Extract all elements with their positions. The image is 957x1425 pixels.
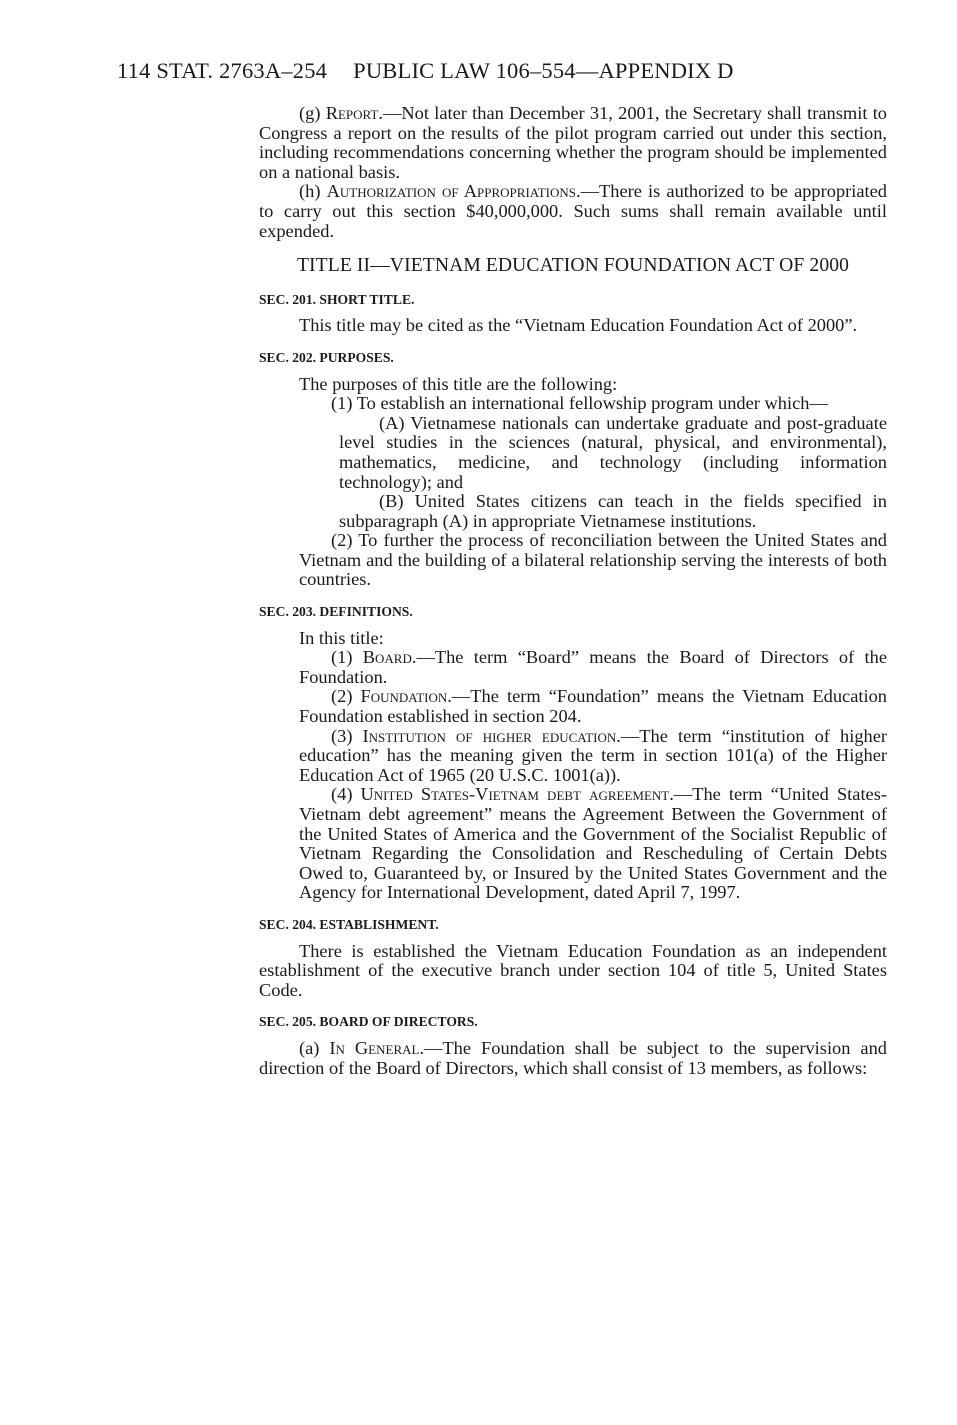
subsection-g-heading: Report — [325, 103, 379, 123]
section-201-text: This title may be cited as the “Vietnam Education Foundation Act of 2000”. — [299, 315, 858, 336]
subsection-g: (g) Report.—Not later than December 31, 2001, the Secretary shall transmit to Congress a report on the results of the pilot program carried out under this section, including recommendations concerning whether the program should be implemented on a national basis. — [259, 103, 887, 182]
subsection-205a: (a) In General.—The Foundation shall be subject to the supervision and direction of the Board of Directors, which shall consist of 13 members, as follows: — [259, 1037, 887, 1078]
subparagraph-b: (B) United States citizens can teach in the fields specified in subparagraph (A) in appropriate Vietnamese institutions. — [339, 491, 887, 531]
page-header — [117, 58, 734, 84]
definition-1: (1) Board.—The term “Board” means the Board of Directors of the Foundation. — [299, 647, 887, 687]
law-citation: PUBLIC LAW 106–554—APPENDIX D — [353, 58, 734, 83]
page-body — [259, 104, 887, 1078]
subsection-h: (h) Authorization of Appropriations.—There is authorized to be appropriated to carry out this section $40,000,000. Such sums shall remain available until expended. — [259, 181, 888, 241]
section-204-heading: SEC. 204. ESTABLISHMENT. — [259, 916, 439, 932]
subsection-h-text: There is authorized to be appropriated to carry out this section $40,000,000. Such sums shall remain available until expended. — [259, 181, 888, 241]
section-203-intro: In this title: — [299, 627, 384, 648]
definition-2: (2) Foundation.—The term “Foundation” means the Vietnam Education Foundation established in section 204. — [299, 686, 887, 727]
definition-4: (4) United States-Vietnam debt agreement.—The term “United States-Vietnam debt agreement” means the Agreement Between the Government of the United States of America and the Government of the Socialist Republic of Vietnam Regarding the Consolidation and Rescheduling of Certain Debts Owed to, Guaranteed by, or Insured by the United States Government and the Agency for International Development, dated April 7, 1997. — [299, 784, 887, 903]
statute-citation: 114 STAT. 2763A–254 — [117, 58, 328, 83]
definition-3: (3) Institution of higher education.—The term “institution of higher education” has the meaning given the term in section 101(a) of the Higher Education Act of 1965 (20 U.S.C. 1001(a)). — [299, 725, 887, 785]
section-204-text: There is established the Vietnam Education Foundation as an independent establishment of the executive branch under section 104 of title 5, United States Code. — [259, 940, 887, 1000]
paragraph-1: (1) To establish an international fellowship program under which— — [331, 393, 828, 414]
section-202-heading: SEC. 202. PURPOSES. — [259, 349, 394, 365]
paragraph-2: (2) To further the process of reconciliation between the United States and Vietnam and the building of a bilateral relationship serving the interests of both countries. — [299, 530, 887, 590]
subparagraph-a: (A) Vietnamese nationals can undertake graduate and post-graduate level studies in the sciences (natural, physical, and environmental), mathematics, medicine, and technology (including information technology); and — [339, 412, 887, 492]
section-202-intro: The purposes of this title are the following: — [299, 373, 618, 394]
title-heading: TITLE II—VIETNAM EDUCATION FOUNDATION ACT OF 2000 — [296, 255, 850, 277]
subsection-g-text: Not later than December 31, 2001, the Secretary shall transmit to Congress a report on the results of the pilot program carried out under this section, including recommendations concerning whether the program should be implemented on a national basis. — [259, 103, 887, 182]
subsection-h-heading: Authorization of Appropriations — [326, 181, 577, 202]
section-201-heading: SEC. 201. SHORT TITLE. — [259, 291, 415, 307]
section-205-heading: SEC. 205. BOARD OF DIRECTORS. — [259, 1014, 478, 1030]
section-203-heading: SEC. 203. DEFINITIONS. — [259, 604, 413, 620]
